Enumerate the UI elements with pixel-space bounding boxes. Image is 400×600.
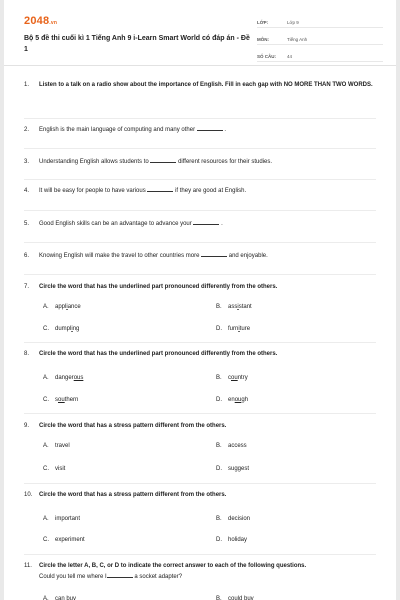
divider <box>24 413 376 414</box>
divider <box>24 148 376 149</box>
option-letter: C. <box>43 466 49 472</box>
question-number: 3. <box>24 159 30 165</box>
divider <box>24 242 376 243</box>
divider <box>24 554 376 555</box>
option-text: dumpling <box>55 326 80 332</box>
meta-label: MÔN: <box>257 37 269 42</box>
meta-row-subject <box>257 31 383 45</box>
option-text: southern <box>55 397 79 403</box>
question-sub-sentence <box>39 572 374 583</box>
divider <box>24 210 376 211</box>
option-text: appliance <box>55 304 81 310</box>
question-text-after: and enjoyable. <box>227 253 268 259</box>
option-text: travel <box>55 443 70 449</box>
option-text: could buy <box>228 596 254 600</box>
answer-option[interactable] <box>43 594 76 600</box>
option-letter: D. <box>216 397 222 403</box>
document-title: Bộ 5 đề thi cuối kì 1 Tiếng Anh 9 i-Learn Smart World có đáp án - Đề 1 <box>24 35 250 53</box>
option-letter: B. <box>216 596 222 600</box>
question-number: 11. <box>24 563 32 569</box>
answer-blank[interactable] <box>197 125 223 131</box>
question-text-after: different resources for their studies. <box>176 159 273 165</box>
option-letter: A. <box>43 375 49 381</box>
option-letter: C. <box>43 537 49 543</box>
question-text <box>39 157 374 168</box>
question-number: 9. <box>24 423 30 429</box>
option-letter: B. <box>216 443 222 449</box>
question-text <box>39 125 374 136</box>
question-text: Circle the word that has a stress pattern different from the others. <box>39 492 227 498</box>
question-number: 10. <box>24 492 33 498</box>
question-number: 1. <box>24 82 30 88</box>
divider <box>24 179 376 180</box>
answer-option[interactable] <box>216 373 248 383</box>
divider <box>24 483 376 484</box>
answer-option[interactable] <box>43 464 65 474</box>
answer-option[interactable] <box>216 395 248 405</box>
question-text <box>39 186 374 197</box>
option-text: furniture <box>228 326 251 332</box>
meta-row-class <box>257 14 383 28</box>
answer-option[interactable] <box>216 324 250 334</box>
question-item <box>24 349 374 360</box>
underlined-part: ou <box>58 397 65 403</box>
meta-label: LỚP: <box>257 20 269 25</box>
meta-value: Tiếng Anh <box>287 37 308 42</box>
answer-option[interactable] <box>216 441 247 451</box>
meta-value: Lớp 9 <box>287 20 299 25</box>
document-header <box>4 0 396 66</box>
option-text: suggest <box>228 466 250 472</box>
question-number: 6. <box>24 253 30 259</box>
underlined-part: ou <box>234 397 242 403</box>
question-text: Circle the letter A, B, C, or D to indicate the correct answer to each of the following questions. <box>39 563 307 569</box>
site-logo[interactable]: 2048.vn <box>24 15 58 27</box>
question-item <box>24 157 374 168</box>
option-letter: B. <box>216 304 222 310</box>
question-text: Circle the word that has a stress pattern different from the others. <box>39 423 227 429</box>
divider <box>24 342 376 343</box>
question-text-after: . <box>222 127 227 133</box>
option-letter: C. <box>43 397 49 403</box>
option-letter: A. <box>43 596 49 600</box>
option-letter: C. <box>43 326 49 332</box>
question-text <box>39 251 374 262</box>
question-number: 4. <box>24 188 30 194</box>
option-letter: B. <box>216 375 222 381</box>
option-text: important <box>55 516 81 522</box>
question-text: Listen to a talk on a radio show about the importance of English. Fill in each gap with NO MORE THAN TWO WORDS. <box>39 82 373 88</box>
question-text-before: It will be easy for people to have various <box>39 188 148 194</box>
sub-text-after: a socket adapter? <box>132 574 183 580</box>
option-text: visit <box>55 466 66 472</box>
question-text-before: Understanding English allows students to <box>39 159 151 165</box>
option-letter: B. <box>216 516 222 522</box>
option-letter: A. <box>43 443 49 449</box>
answer-option[interactable] <box>43 441 70 451</box>
answer-blank[interactable] <box>147 186 173 192</box>
answer-option[interactable] <box>43 514 80 524</box>
option-letter: D. <box>216 537 222 543</box>
question-item <box>24 219 374 230</box>
answer-option[interactable] <box>43 395 78 405</box>
document-meta <box>257 14 383 65</box>
option-letter: A. <box>43 516 49 522</box>
question-text: Circle the word that has the underlined part pronounced differently from the others. <box>39 284 278 290</box>
option-text: decision <box>228 516 251 522</box>
underlined-part: i <box>237 304 239 310</box>
question-item <box>24 490 374 501</box>
question-item <box>24 561 374 583</box>
option-text: dangerous <box>55 375 84 381</box>
question-item <box>24 125 374 136</box>
question-text-before: Knowing English will make the travel to other countries more <box>39 253 202 259</box>
divider <box>24 274 376 275</box>
option-text: can buy <box>55 596 77 600</box>
question-text <box>39 219 374 230</box>
meta-value: 44 <box>287 54 293 59</box>
question-item <box>24 282 374 293</box>
question-number: 8. <box>24 351 30 357</box>
sub-text-before: Could you tell me where I <box>39 574 107 580</box>
option-letter: D. <box>216 326 222 332</box>
option-text: assistant <box>228 304 252 310</box>
option-text: enough <box>228 397 249 403</box>
option-text: experiment <box>55 537 85 543</box>
question-number: 7. <box>24 284 30 290</box>
answer-option[interactable] <box>216 464 249 474</box>
question-item <box>24 251 374 262</box>
answer-option[interactable] <box>43 324 79 334</box>
underlined-part: i <box>66 304 68 310</box>
answer-option[interactable] <box>43 302 81 312</box>
answer-blank[interactable] <box>150 157 176 163</box>
question-item <box>24 186 374 197</box>
question-number: 5. <box>24 221 30 227</box>
underlined-part: ou <box>231 375 238 381</box>
answer-blank[interactable] <box>107 572 133 578</box>
meta-row-count <box>257 48 383 62</box>
answer-option[interactable] <box>43 373 83 383</box>
option-text: country <box>228 375 248 381</box>
question-number: 2. <box>24 127 30 133</box>
question-text-before: Good English skills can be an advantage to advance your <box>39 221 194 227</box>
answer-option[interactable] <box>43 535 85 545</box>
answer-option[interactable] <box>216 514 250 524</box>
underlined-part: i <box>238 326 240 332</box>
question-text-after: if they are good at English. <box>173 188 247 194</box>
question-text: Circle the word that has the underlined part pronounced differently from the others. <box>39 351 278 357</box>
answer-blank[interactable] <box>201 251 227 257</box>
question-text-before: English is the main language of computing and many other <box>39 127 197 133</box>
answer-blank[interactable] <box>193 219 219 225</box>
meta-label: SỐ CÂU: <box>257 54 276 59</box>
document-page <box>4 0 396 600</box>
answer-option[interactable] <box>216 302 252 312</box>
underlined-part: i <box>71 326 73 332</box>
answer-option[interactable] <box>216 535 247 545</box>
question-text-after: . <box>219 221 223 227</box>
divider <box>24 118 376 119</box>
answer-option[interactable] <box>216 594 254 600</box>
option-letter: D. <box>216 466 222 472</box>
option-text: access <box>228 443 247 449</box>
question-item <box>24 421 374 432</box>
option-text: holiday <box>228 537 248 543</box>
option-letter: A. <box>43 304 49 310</box>
underlined-part: ous <box>73 375 84 381</box>
question-item <box>24 80 374 91</box>
